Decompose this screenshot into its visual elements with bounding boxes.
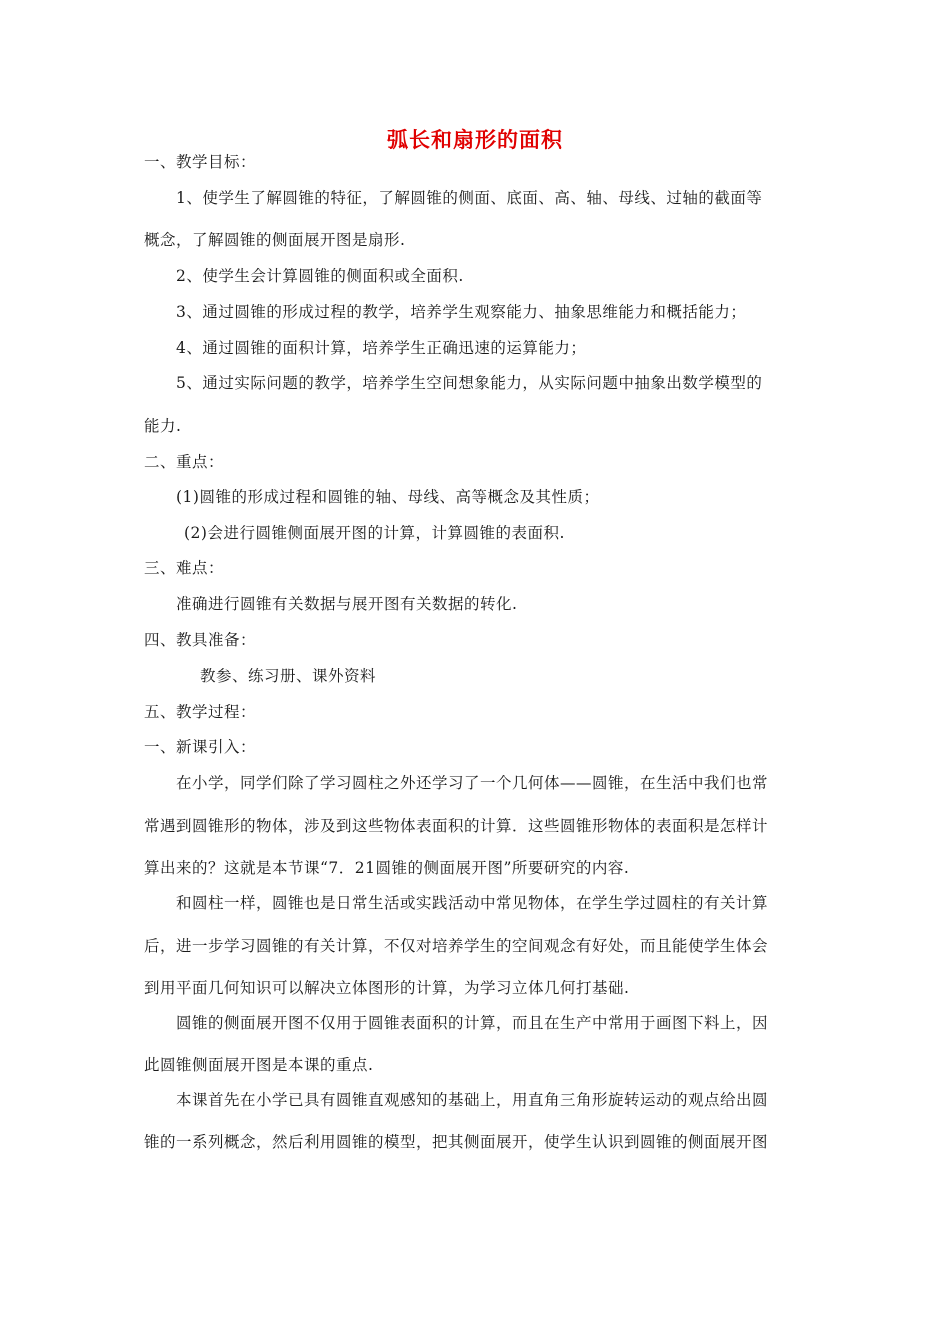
paragraph-line: 此圆锥侧面展开图是本课的重点.	[144, 1056, 374, 1074]
document-title: 弧长和扇形的面积	[387, 128, 563, 152]
section-heading-introduction: 一、新课引入：	[144, 738, 257, 756]
paragraph-line: 教参、练习册、课外资料	[200, 667, 377, 685]
section-heading-objectives: 一、教学目标：	[144, 153, 257, 171]
section-heading-difficulties: 三、难点：	[144, 559, 225, 577]
paragraph-line: 1、使学生了解圆锥的特征，了解圆锥的侧面、底面、高、轴、母线、过轴的截面等	[176, 189, 763, 207]
paragraph-line: 能力.	[144, 417, 182, 435]
paragraph-line: 3、通过圆锥的形成过程的教学，培养学生观察能力、抽象思维能力和概括能力；	[176, 303, 747, 321]
paragraph-line: 概念，了解圆锥的侧面展开图是扇形.	[144, 231, 406, 249]
paragraph-line: 2、使学生会计算圆锥的侧面积或全面积.	[176, 267, 464, 285]
paragraph-line: 在小学，同学们除了学习圆柱之外还学习了一个几何体——圆锥，在生活中我们也常	[176, 774, 769, 792]
paragraph-line: 后，进一步学习圆锥的有关计算，不仅对培养学生的空间观念有好处，而且能使学生体会	[144, 937, 769, 955]
paragraph-line: 准确进行圆锥有关数据与展开图有关数据的转化.	[176, 595, 518, 613]
paragraph-line: 常遇到圆锥形的物体，涉及到这些物体表面积的计算．这些圆锥形物体的表面积是怎样计	[144, 817, 769, 835]
paragraph-line: (1)圆锥的形成过程和圆锥的轴、母线、高等概念及其性质；	[176, 488, 600, 506]
paragraph-line: 锥的一系列概念，然后利用圆锥的模型，把其侧面展开，使学生认识到圆锥的侧面展开图	[144, 1133, 769, 1151]
section-heading-key-points: 二、重点：	[144, 453, 225, 471]
paragraph-line: 4、通过圆锥的面积计算，培养学生正确迅速的运算能力；	[176, 339, 587, 357]
section-heading-materials: 四、教具准备：	[144, 631, 257, 649]
paragraph-line: 本课首先在小学已具有圆锥直观感知的基础上，用直角三角形旋转运动的观点给出圆	[176, 1091, 769, 1109]
paragraph-line: (2)会进行圆锥侧面展开图的计算，计算圆锥的表面积.	[184, 524, 565, 542]
paragraph-line: 和圆柱一样，圆锥也是日常生活或实践活动中常见物体，在学生学过圆柱的有关计算	[176, 894, 769, 912]
paragraph-line: 圆锥的侧面展开图不仅用于圆锥表面积的计算，而且在生产中常用于画图下料上，因	[176, 1014, 769, 1032]
section-heading-process: 五、教学过程：	[144, 703, 257, 721]
paragraph-line: 算出来的？这就是本节课“7．21圆锥的侧面展开图”所要研究的内容.	[144, 859, 630, 877]
paragraph-line: 5、通过实际问题的教学，培养学生空间想象能力，从实际问题中抽象出数学模型的	[176, 374, 763, 392]
paragraph-line: 到用平面几何知识可以解决立体图形的计算，为学习立体几何打基础.	[144, 979, 630, 997]
